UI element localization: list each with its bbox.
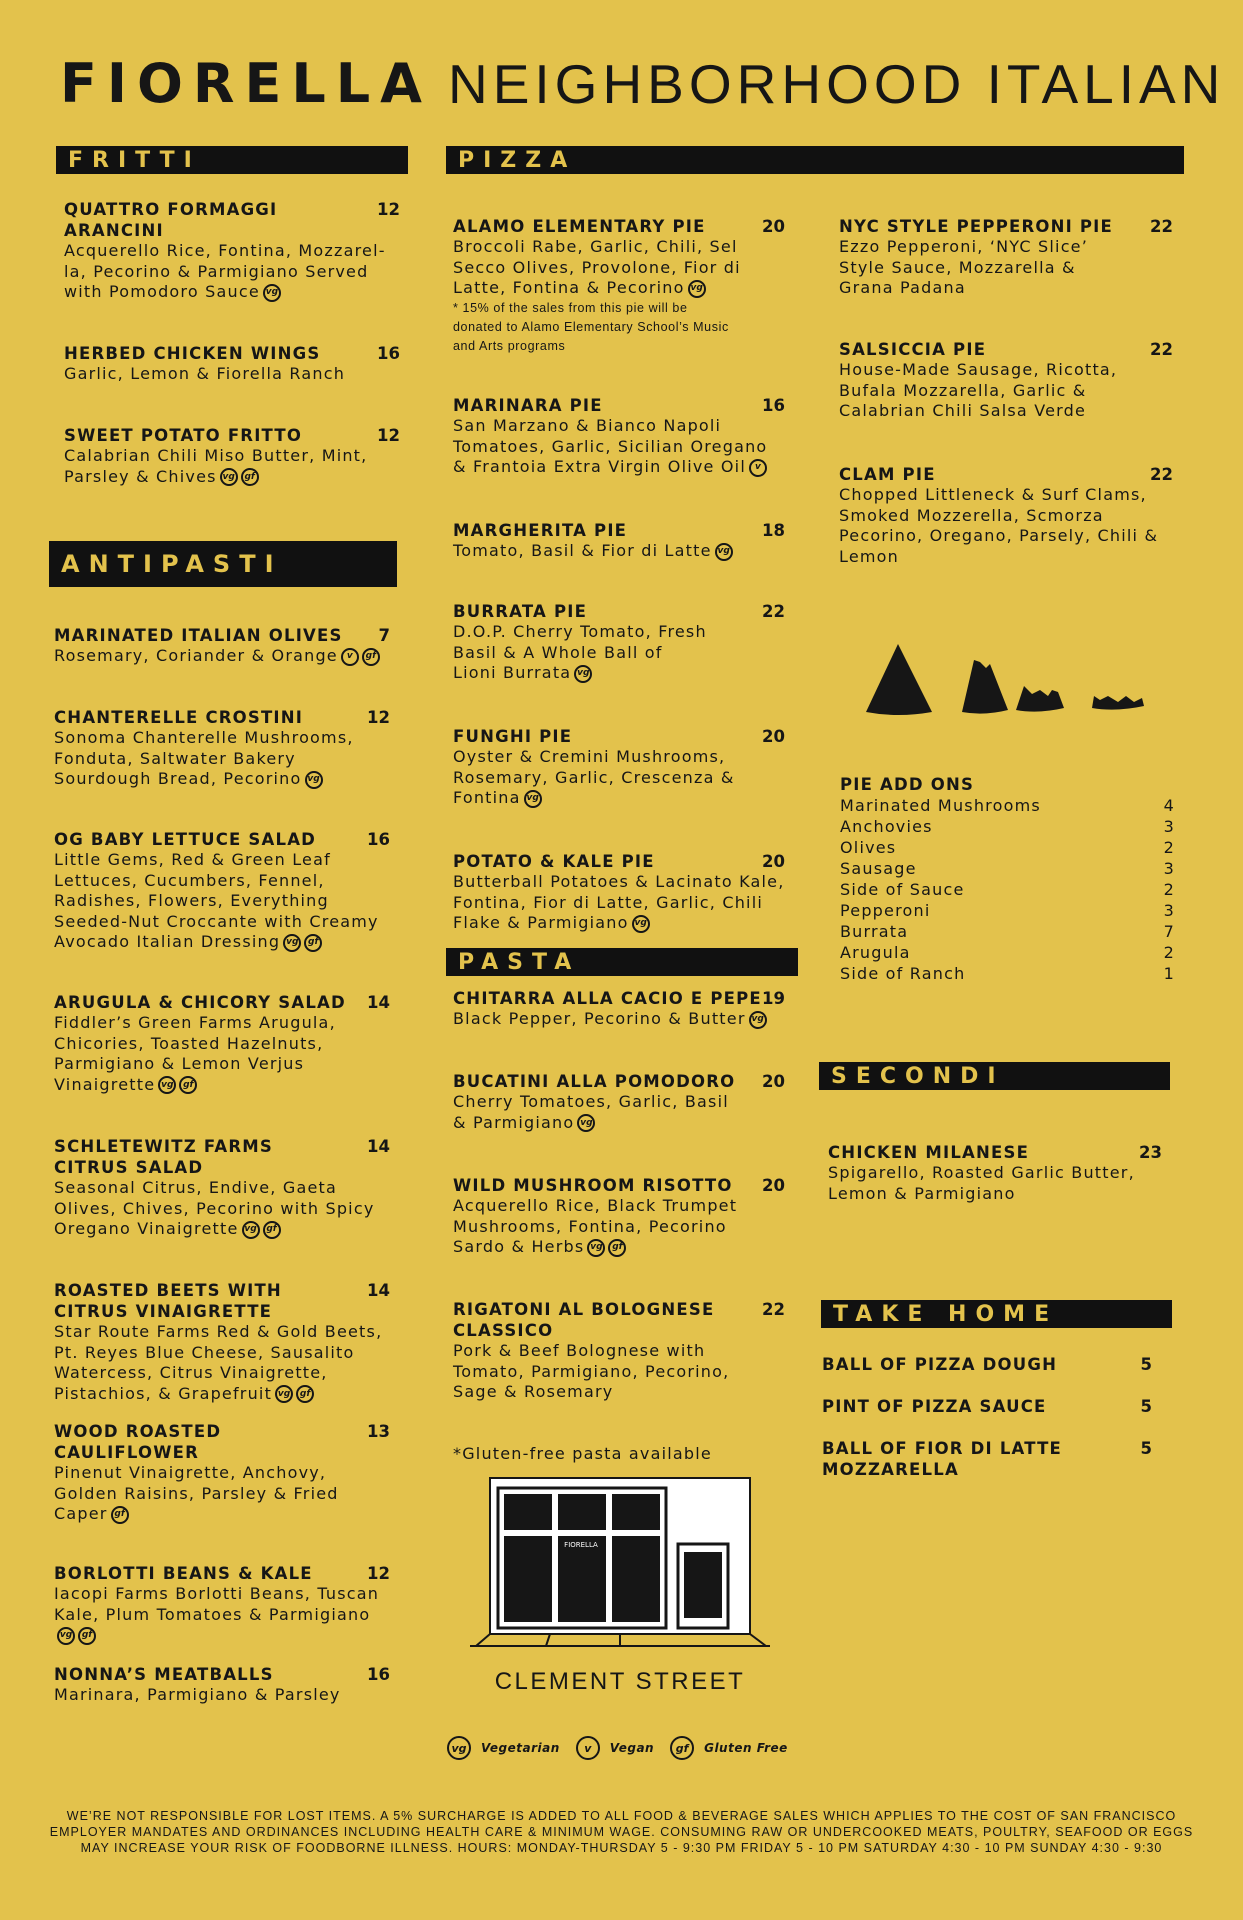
menu-item <box>64 199 400 303</box>
menu-item <box>822 1354 1152 1375</box>
menu-item-name: BALL OF PIZZA DOUGH <box>822 1355 1058 1374</box>
pizza-slice-icon <box>862 640 1152 720</box>
add-on-row <box>840 963 1175 984</box>
section-pasta-label: PASTA <box>458 949 581 975</box>
menu-item <box>453 1175 785 1258</box>
menu-item <box>839 216 1173 299</box>
vg-badge-icon: vg <box>283 934 301 952</box>
menu-item-name: BURRATA PIE <box>453 602 588 621</box>
add-on-row <box>840 942 1175 963</box>
gf-badge-icon: gf <box>670 1736 694 1760</box>
menu-item-price: 16 <box>367 1665 390 1684</box>
menu-item-name: CHANTERELLE CROSTINI <box>54 708 304 727</box>
menu-item-price: 14 <box>367 1137 390 1156</box>
menu-item-name: PINT OF PIZZA SAUCE <box>822 1397 1047 1416</box>
vg-badge-icon: vg <box>447 1736 471 1760</box>
menu-item-name: CLAM PIE <box>839 465 936 484</box>
legend-label: Vegetarian <box>481 1741 560 1755</box>
gf-badge-icon: gf <box>296 1385 314 1403</box>
menu-item <box>453 726 785 809</box>
add-on-row <box>840 816 1175 837</box>
add-on-row <box>840 837 1175 858</box>
section-secondi-label: SECONDI <box>831 1063 1005 1089</box>
add-on-price: 2 <box>1163 943 1175 962</box>
menu-item-description: Spigarello, Roasted Garlic Butter, Lemon & Parmigiano <box>828 1163 1135 1203</box>
menu-item <box>822 1396 1152 1417</box>
menu-item-name: BALL OF FIOR DI LATTE MOZZARELLA <box>822 1439 1062 1479</box>
menu-item <box>453 395 785 478</box>
add-on-name: Marinated Mushrooms <box>840 796 1041 815</box>
menu-item-description: Fiddler’s Green Farms Arugula, Chicories, Toasted Hazelnuts, Parmigiano & Lemon Verjus Vinaigrette vg gf <box>54 1013 336 1094</box>
section-antipasti-label: ANTIPASTI <box>61 550 283 578</box>
gf-badge-icon: gf <box>304 934 322 952</box>
footer-disclaimer: WE’RE NOT RESPONSIBLE FOR LOST ITEMS. A 5% SURCHARGE IS ADDED TO ALL FOOD & BEVERAGE SALES WHICH APPLIES TO THE COST OF SAN FRANCISCO EMPLOYER MANDATES AND ORDINANCES INCLUDING HEALTH CARE & MINIMUM WAGE. CONSUMING RAW OR UNDERCOOKED MEATS, POULTRY, SEAFOOD OR EGGS MAY INCREASE YOUR RISK OF FOODBORNE ILLNESS. HOURS: MONDAY-THURSDAY 5 - 9:30 PM FRIDAY 5 - 10 PM SATURDAY 4:30 - 10 PM SUNDAY 4:30 - 9:30 <box>49 1809 1194 1855</box>
menu-item-price: 23 <box>1139 1143 1162 1162</box>
menu-item-price: 5 <box>1140 1439 1152 1458</box>
menu-item-description: Cherry Tomatoes, Garlic, Basil & Parmigiano vg <box>453 1092 729 1132</box>
add-on-row <box>840 900 1175 921</box>
add-on-price: 3 <box>1163 817 1175 836</box>
add-ons-title: PIE ADD ONS <box>840 775 975 794</box>
menu-item-name: BORLOTTI BEANS & KALE <box>54 1564 313 1583</box>
menu-item <box>54 829 390 953</box>
add-on-row <box>840 858 1175 879</box>
menu-item-price: 20 <box>762 217 785 236</box>
vg-badge-icon: vg <box>263 284 281 302</box>
gf-badge-icon: gf <box>111 1506 129 1524</box>
section-pizza <box>446 146 1184 174</box>
menu-item-name: CHITARRA ALLA CACIO E PEPE <box>453 989 762 1008</box>
menu-item-price: 20 <box>762 727 785 746</box>
menu-item-description: Butterball Potatoes & Lacinato Kale, Fontina, Fior di Latte, Garlic, Chili Flake & Parmigiano vg <box>453 872 785 932</box>
menu-item-note: * 15% of the sales from this pie will be donated to Alamo Elementary School’s Music and Arts programs <box>453 300 729 353</box>
menu-item-description: Oyster & Cremini Mushrooms, Rosemary, Garlic, Crescenza & Fontina vg <box>453 747 735 807</box>
menu-item <box>54 707 390 790</box>
v-badge-icon: v <box>749 459 767 477</box>
menu-item-price: 7 <box>378 626 390 645</box>
menu-item-description: Ezzo Pepperoni, ‘NYC Slice’ Style Sauce, Mozzarella & Grana Padana <box>839 237 1089 297</box>
add-on-name: Arugula <box>840 943 911 962</box>
menu-item-description: Star Route Farms Red & Gold Beets, Pt. Reyes Blue Cheese, Sausalito Watercess, Citrus Vinaigrette, Pistachios, & Grapefruit vg gf <box>54 1322 383 1403</box>
add-on-row <box>840 795 1175 816</box>
menu-item <box>54 992 390 1095</box>
menu-item-price: 12 <box>377 426 400 445</box>
legend-item <box>670 1736 788 1760</box>
add-on-name: Side of Ranch <box>840 964 966 983</box>
menu-item-name: NYC STYLE PEPPERONI PIE <box>839 217 1113 236</box>
menu-item-description: Marinara, Parmigiano & Parsley <box>54 1685 341 1704</box>
menu-item-description: Broccoli Rabe, Garlic, Chili, Sel Secco Olives, Provolone, Fior di Latte, Fontina & Pecorino vg <box>453 237 741 297</box>
menu-item-description: Iacopi Farms Borlotti Beans, Tuscan Kale, Plum Tomatoes & Parmigianovg gf <box>54 1584 390 1646</box>
svg-text:FIORELLA: FIORELLA <box>564 1541 598 1549</box>
vg-badge-icon: vg <box>220 468 238 486</box>
menu-item-name: QUATTRO FORMAGGI ARANCINI <box>64 200 278 240</box>
gf-badge-icon: gf <box>608 1239 626 1257</box>
menu-item-price: 12 <box>367 708 390 727</box>
add-on-price: 3 <box>1163 859 1175 878</box>
v-badge-icon: v <box>576 1736 600 1760</box>
menu-item-price: 22 <box>762 1300 785 1319</box>
gf-badge-icon: gf <box>241 468 259 486</box>
vg-badge-icon: vg <box>715 543 733 561</box>
menu-item <box>839 339 1173 422</box>
menu-item-price: 16 <box>762 396 785 415</box>
add-on-name: Olives <box>840 838 897 857</box>
menu-item-name: MARINARA PIE <box>453 396 603 415</box>
add-on-name: Side of Sauce <box>840 880 965 899</box>
vg-badge-icon: vg <box>275 1385 293 1403</box>
menu-item <box>54 1563 390 1646</box>
menu-item-name: MARINATED ITALIAN OLIVES <box>54 626 343 645</box>
menu-item-price: 12 <box>367 1564 390 1583</box>
menu-item-price: 5 <box>1140 1355 1152 1374</box>
menu-item <box>54 1421 390 1525</box>
menu-item-description: Sonoma Chanterelle Mushrooms, Fonduta, Saltwater Bakery Sourdough Bread, Pecorino vg <box>54 728 354 788</box>
menu-item-description: Chopped Littleneck & Surf Clams, Smoked Mozzerella, Scmorza Pecorino, Oregano, Parsely, Chili & Lemon <box>839 485 1159 566</box>
menu-item-description: Calabrian Chili Miso Butter, Mint, Parsley & Chives vg gf <box>64 446 368 486</box>
menu-item-description: Pinenut Vinaigrette, Anchovy, Golden Raisins, Parsley & Fried Caper gf <box>54 1463 339 1523</box>
menu-item-name: MARGHERITA PIE <box>453 521 628 540</box>
menu-item-price: 22 <box>1150 217 1173 236</box>
menu-item-name: ROASTED BEETS WITH CITRUS VINAIGRETTE <box>54 1281 282 1321</box>
gf-badge-icon: gf <box>263 1221 281 1239</box>
add-on-row <box>840 921 1175 942</box>
vg-badge-icon: vg <box>158 1076 176 1094</box>
menu-item-name: WOOD ROASTED CAULIFLOWER <box>54 1422 222 1462</box>
section-fritti-label: FRITTI <box>68 147 201 173</box>
menu-item-description: San Marzano & Bianco Napoli Tomatoes, Garlic, Sicilian Oregano & Frantoia Extra Virgin Olive Oil v <box>453 416 768 476</box>
menu-item-name: FUNGHI PIE <box>453 727 573 746</box>
legend-label: Gluten Free <box>704 1741 788 1755</box>
vg-badge-icon: vg <box>749 1011 767 1029</box>
menu-item <box>453 1299 785 1403</box>
pie-add-ons <box>840 774 1175 984</box>
vg-badge-icon: vg <box>305 771 323 789</box>
menu-item-description: Black Pepper, Pecorino & Butter vg <box>453 1009 785 1030</box>
add-on-price: 1 <box>1163 964 1175 983</box>
menu-item <box>54 1664 390 1706</box>
menu-item-name: RIGATONI AL BOLOGNESE CLASSICO <box>453 1300 715 1340</box>
add-on-name: Pepperoni <box>840 901 931 920</box>
section-pizza-label: PIZZA <box>458 147 577 173</box>
menu-item-name: HERBED CHICKEN WINGS <box>64 344 321 363</box>
menu-item-price: 19 <box>762 989 785 1008</box>
add-on-name: Burrata <box>840 922 909 941</box>
gf-badge-icon: gf <box>362 648 380 666</box>
menu-item <box>64 425 400 487</box>
vg-badge-icon: vg <box>688 280 706 298</box>
vg-badge-icon: vg <box>242 1221 260 1239</box>
add-on-price: 7 <box>1163 922 1175 941</box>
add-on-row <box>840 879 1175 900</box>
menu-item <box>453 216 785 356</box>
vg-badge-icon: vg <box>57 1627 75 1645</box>
menu-item-price: 16 <box>377 344 400 363</box>
menu-item-price: 20 <box>762 1176 785 1195</box>
menu-item-description: Rosemary, Coriander & Orange v gf <box>54 646 390 667</box>
menu-item-description: Tomato, Basil & Fior di Latte vg <box>453 541 785 562</box>
vg-badge-icon: vg <box>632 915 650 933</box>
menu-item-name: POTATO & KALE PIE <box>453 852 655 871</box>
menu-item-name: WILD MUSHROOM RISOTTO <box>453 1176 733 1195</box>
add-on-price: 3 <box>1163 901 1175 920</box>
section-take-home <box>821 1300 1172 1328</box>
legend-item <box>447 1736 560 1760</box>
legend-item <box>576 1736 654 1760</box>
section-fritti <box>56 146 408 174</box>
add-on-name: Sausage <box>840 859 917 878</box>
menu-item-description: D.O.P. Cherry Tomato, Fresh Basil & A Whole Ball of Lioni Burrata vg <box>453 622 707 682</box>
menu-item <box>453 601 785 684</box>
storefront-illustration <box>470 1474 770 1658</box>
menu-item <box>54 1280 390 1404</box>
menu-item-price: 14 <box>367 1281 390 1300</box>
add-on-price: 2 <box>1163 838 1175 857</box>
vg-badge-icon: vg <box>524 790 542 808</box>
menu-item <box>822 1438 1152 1480</box>
menu-item-name: NONNA’S MEATBALLS <box>54 1665 274 1684</box>
dietary-legend <box>447 1736 788 1760</box>
menu-item-name: SWEET POTATO FRITTO <box>64 426 303 445</box>
menu-item-price: 22 <box>762 602 785 621</box>
menu-item <box>64 343 400 385</box>
menu-item-price: 20 <box>762 852 785 871</box>
menu-item-name: ARUGULA & CHICORY SALAD <box>54 993 346 1012</box>
gf-badge-icon: gf <box>179 1076 197 1094</box>
v-badge-icon: v <box>341 648 359 666</box>
add-on-price: 4 <box>1163 796 1175 815</box>
gluten-free-pasta-note: *Gluten-free pasta available <box>453 1444 712 1463</box>
menu-item-name: CHICKEN MILANESE <box>828 1143 1030 1162</box>
menu-item-description: House-Made Sausage, Ricotta, Bufala Mozzarella, Garlic & Calabrian Chili Salsa Verde <box>839 360 1118 420</box>
menu-item-price: 16 <box>367 830 390 849</box>
add-ons-list <box>840 795 1175 984</box>
menu-item-price: 5 <box>1140 1397 1152 1416</box>
menu-item-description: Seasonal Citrus, Endive, Gaeta Olives, Chives, Pecorino with Spicy Oregano Vinaigrette vg gf <box>54 1178 375 1238</box>
menu-item <box>453 988 785 1030</box>
menu-item-price: 22 <box>1150 340 1173 359</box>
menu-item-price: 18 <box>762 521 785 540</box>
menu-item-name: OG BABY LETTUCE SALAD <box>54 830 317 849</box>
street-caption: CLEMENT STREET <box>494 1668 746 1695</box>
add-on-price: 2 <box>1163 880 1175 899</box>
menu-item-name: ALAMO ELEMENTARY PIE <box>453 217 706 236</box>
menu-item-price: 14 <box>367 993 390 1012</box>
menu-item <box>54 625 390 667</box>
legend-label: Vegan <box>609 1741 655 1755</box>
menu-item-description: Garlic, Lemon & Fiorella Ranch <box>64 364 346 383</box>
menu-item <box>453 851 785 934</box>
section-antipasti <box>49 541 397 587</box>
menu-item-description: Acquerello Rice, Black Trumpet Mushrooms, Fontina, Pecorino Sardo & Herbs vg gf <box>453 1196 738 1256</box>
menu-item <box>453 1071 785 1133</box>
menu-item-price: 12 <box>377 200 400 219</box>
menu-item-name: SALSICCIA PIE <box>839 340 987 359</box>
section-take-home-label: TAKE HOME <box>833 1301 1059 1327</box>
menu-item-description: Acquerello Rice, Fontina, Mozzarel- la, Pecorino & Parmigiano Served with Pomodoro Sauce vg <box>64 241 386 301</box>
menu-item <box>54 1136 390 1240</box>
menu-item-name: BUCATINI ALLA POMODORO <box>453 1072 736 1091</box>
menu-item-price: 20 <box>762 1072 785 1091</box>
vg-badge-icon: vg <box>577 1114 595 1132</box>
restaurant-name: FIORELLA <box>60 52 432 115</box>
add-on-name: Anchovies <box>840 817 933 836</box>
vg-badge-icon: vg <box>587 1239 605 1257</box>
menu-item-price: 22 <box>1150 465 1173 484</box>
restaurant-tagline: NEIGHBORHOOD ITALIAN <box>448 53 1226 115</box>
menu-item-description: Little Gems, Red & Green Leaf Lettuces, Cucumbers, Fennel, Radishes, Flowers, Everything Seeded-Nut Croccante with Creamy Avocado Italian Dressing vg gf <box>54 850 379 951</box>
menu-item <box>828 1142 1162 1204</box>
menu-item-description: Pork & Beef Bolognese with Tomato, Parmigiano, Pecorino, Sage & Rosemary <box>453 1341 730 1401</box>
menu-item-price: 13 <box>367 1422 390 1441</box>
menu-item-name: SCHLETEWITZ FARMS CITRUS SALAD <box>54 1137 273 1177</box>
menu-item <box>839 464 1173 567</box>
section-secondi <box>819 1062 1170 1090</box>
section-pasta <box>446 948 798 976</box>
gf-badge-icon: gf <box>78 1627 96 1645</box>
menu-item <box>453 520 785 562</box>
vg-badge-icon: vg <box>574 665 592 683</box>
